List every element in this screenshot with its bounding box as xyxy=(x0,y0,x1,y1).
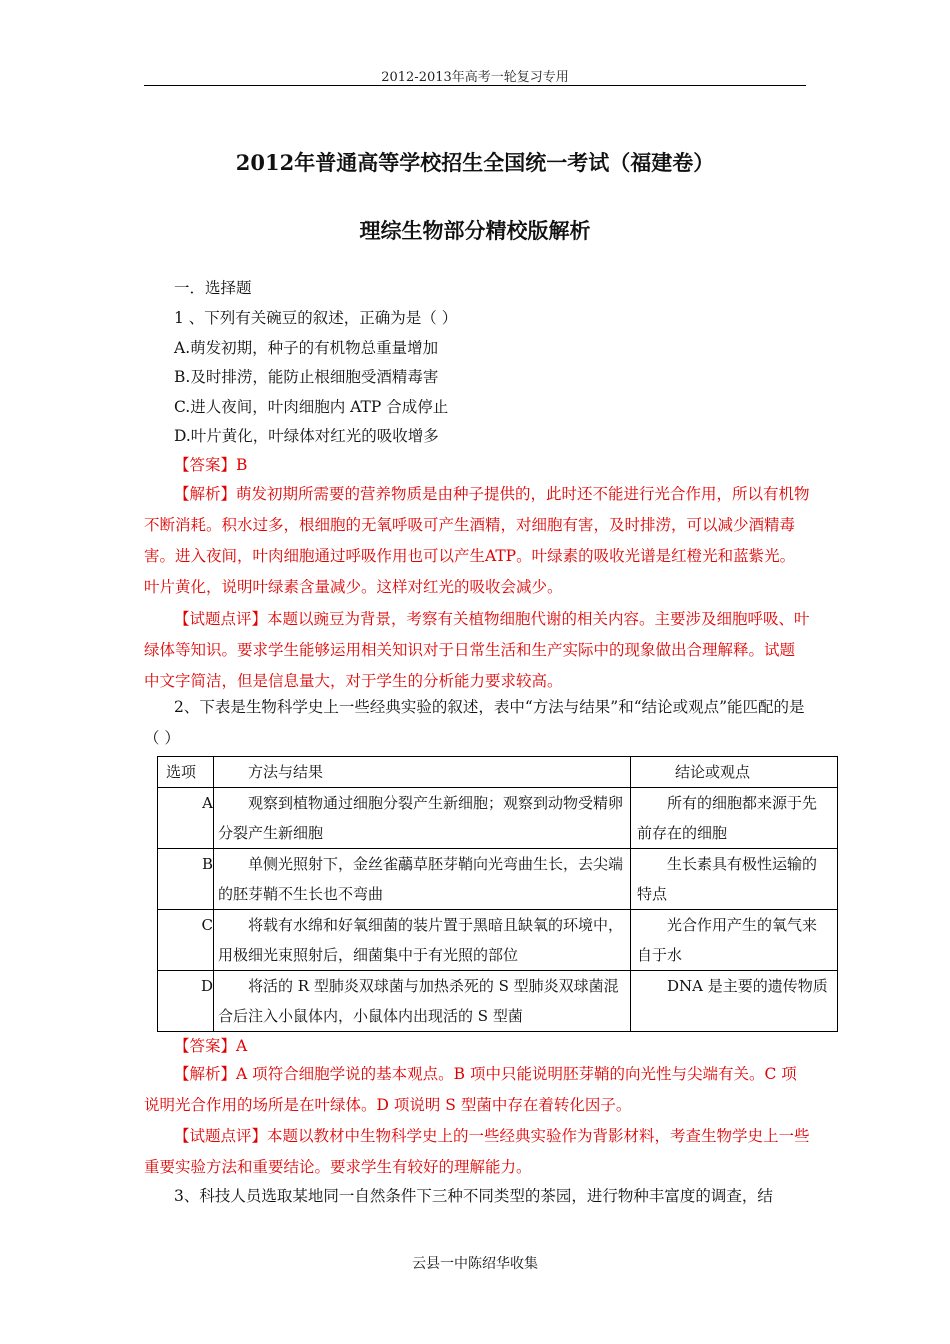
q2-answer: 【答案】A xyxy=(174,1037,248,1055)
table-header-option: 选项 xyxy=(158,757,214,788)
q1-option-b: B.及时排涝，能防止根细胞受酒精毒害 xyxy=(174,368,439,386)
table-cell-method: 将活的 R 型肺炎双球菌与加热杀死的 S 型肺炎双球菌混合后注入小鼠体内，小鼠体内出现活的 S 型菌 xyxy=(214,971,631,1032)
table-row xyxy=(158,849,838,910)
section-heading: 一．选择题 xyxy=(174,279,252,297)
q2-stem: 2、下表是生物科学史上一些经典实验的叙述，表中“方法与结果”和“结论或观点”能匹配的是（ ） xyxy=(144,698,805,747)
table-cell-method: 单侧光照射下，金丝雀虉草胚芽鞘向光弯曲生长，去尖端的胚芽鞘不生长也不弯曲 xyxy=(214,849,631,910)
table-cell-option: D xyxy=(158,971,214,1032)
q2-comment: 【试题点评】本题以教材中生物科学史上的一些经典实验作为背影材料，考查生物学史上一些重要实验方法和重要结论。要求学生有较好的理解能力。 xyxy=(144,1127,810,1176)
running-header: 2012-2013年高考一轮复习专用 xyxy=(381,70,569,85)
q2-table xyxy=(157,756,838,1032)
table-row xyxy=(158,910,838,971)
table-row xyxy=(158,971,838,1032)
q1-analysis: 【解析】萌发初期所需要的营养物质是由种子提供的，此时还不能进行光合作用，所以有机物不断消耗。积水过多，根细胞的无氧呼吸可产生酒精，对细胞有害，及时排涝，可以减少酒精毒害。进入夜间，叶肉细胞通过呼吸作用也可以产生ATP。叶绿素的吸收光谱是红橙光和蓝紫光。叶片黄化，说明叶绿素含量减少。这样对红光的吸收会减少。 xyxy=(144,485,810,596)
table-header-row xyxy=(158,757,838,788)
q1-answer: 【答案】B xyxy=(174,456,248,474)
table-cell-conclusion: 生长素具有极性运输的特点 xyxy=(631,849,838,910)
table-cell-conclusion: 所有的细胞都来源于先前存在的细胞 xyxy=(631,788,838,849)
header-rule xyxy=(144,85,806,86)
table-cell-option: A xyxy=(158,788,214,849)
q1-stem: 1 、下列有关碗豆的叙述，正确为是（ ） xyxy=(174,309,458,327)
page-footer: 云县一中陈绍华收集 xyxy=(412,1256,538,1272)
table-cell-option: B xyxy=(158,849,214,910)
q1-option-a: A.萌发初期，种子的有机物总重量增加 xyxy=(174,339,439,357)
q1-option-d: D.叶片黄化，叶绿体对红光的吸收增多 xyxy=(174,427,439,445)
q1-comment: 【试题点评】本题以豌豆为背景，考察有关植物细胞代谢的相关内容。主要涉及细胞呼吸、叶绿体等知识。要求学生能够运用相关知识对于日常生活和生产实际中的现象做出合理解释。试题中文字简洁，但是信息量大，对于学生的分析能力要求较高。 xyxy=(144,610,810,690)
table-cell-method: 观察到植物通过细胞分裂产生新细胞；观察到动物受精卵分裂产生新细胞 xyxy=(214,788,631,849)
document-title: 2012年普通高等学校招生全国统一考试（福建卷） xyxy=(235,150,715,175)
table-header-method: 方法与结果 xyxy=(214,757,631,788)
table-cell-method: 将载有水绵和好氧细菌的装片置于黑暗且缺氧的环境中，用极细光束照射后，细菌集中于有光照的部位 xyxy=(214,910,631,971)
table-cell-conclusion: DNA 是主要的遗传物质 xyxy=(631,971,838,1032)
document-subtitle: 理综生物部分精校版解析 xyxy=(359,218,591,243)
q3-stem: 3、科技人员选取某地同一自然条件下三种不同类型的茶园，进行物种丰富度的调查，结 xyxy=(174,1187,773,1205)
table-header-conclusion: 结论或观点 xyxy=(631,757,838,788)
q2-analysis: 【解析】A 项符合细胞学说的基本观点。B 项中只能说明胚芽鞘的向光性与尖端有关。C 项说明光合作用的场所是在叶绿体。D 项说明 S 型菌中存在着转化因子。 xyxy=(144,1065,797,1114)
table-cell-option: C xyxy=(158,910,214,971)
table-cell-conclusion: 光合作用产生的氧气来自于水 xyxy=(631,910,838,971)
q1-option-c: C.进人夜间，叶肉细胞内 ATP 合成停止 xyxy=(174,398,449,416)
table-row xyxy=(158,788,838,849)
